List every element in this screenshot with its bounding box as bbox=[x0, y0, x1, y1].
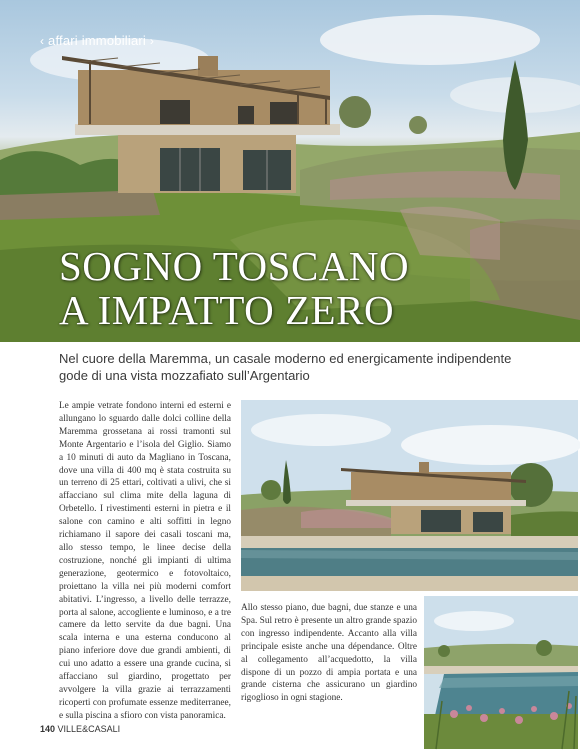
section-tag bbox=[40, 33, 154, 48]
body-text-middle-column: Allo stesso piano, due bagni, due stanze e una Spa. Sul retro è presente un altro grande spazio con ingresso indipendente. Accanto alla villa principale esiste anche una dépendance. Oltre al collegamento all’acquedotto, la villa dispone di un pozzo di ampia portata e una grande cisterna che assicurano un giardino rigoglioso in ogni stagione. bbox=[241, 603, 417, 704]
section-tag-label: affari immobiliari bbox=[48, 33, 147, 48]
article-subtitle: Nel cuore della Maremma, un casale moderno ed energicamente indipendente gode di una vista mozzafiato sull’Argentario bbox=[59, 351, 512, 383]
section-tag-open-chevron: ‹ bbox=[40, 34, 45, 48]
hero-photo bbox=[0, 0, 580, 342]
article-headline bbox=[59, 244, 539, 332]
section-tag-close-chevron: › bbox=[149, 34, 155, 48]
body-text-left-column: Le ampie vetrate fondono interni ed esterni e allungano lo sguardo dalle dolci colline della Maremma grossetana ai rossi tramonti sul Monte Argentario e l’isola del Giglio. Siamo a 10 minuti di auto da Magliano in Toscana, dove una villa di 400 mq è stata costruita su un terreno di 25 ettari, coltivati a ulivi, che si affacciano sul clima mite della laguna di Orbetello. I rivestimenti esterni in pietra e il salone con camino e alti soffitti in legno richiamano il sapore dei casali toscani ma, allo stesso tempo, le linee decise della costruzione, nonché gli impianti di ultima generazione, geotermico e fotovoltaico, proiettano la villa nei più moderni comfort abitativi. L’ingresso, a livello delle terrazze, porta al salone, accogliente e luminoso, e a tre camere da letto servite da due bagni. Una scala interna e una esterna conducono al piano inferiore dove due grandi ambienti, di cui uno adatto a essere una grande cucina, si affacciano sul giardino, progettato per avvolgere la villa grazie ai terrazzamenti ricoperti con profumate essenze mediterranee, e sulla piscina a sfioro con vista panoramica. bbox=[59, 401, 231, 721]
headline-line-2: A IMPATTO ZERO bbox=[59, 287, 395, 333]
villa-pool-illustration bbox=[241, 400, 578, 591]
pool-garden-illustration bbox=[424, 596, 578, 749]
villa-pool-photo bbox=[241, 400, 578, 591]
headline-line-1: SOGNO TOSCANO bbox=[59, 243, 410, 289]
page-footer bbox=[40, 724, 120, 734]
magazine-name: VILLE&CASALI bbox=[57, 724, 121, 734]
page-number: 140 bbox=[40, 724, 56, 734]
pool-garden-photo bbox=[424, 596, 578, 749]
